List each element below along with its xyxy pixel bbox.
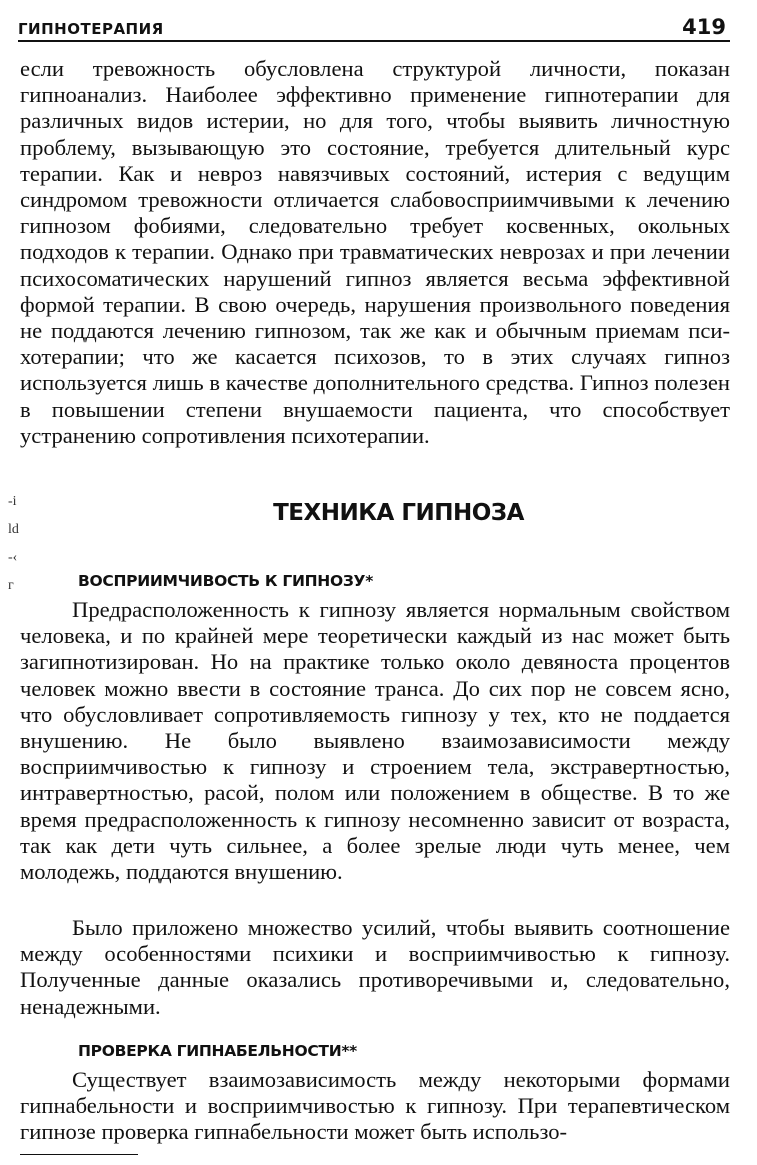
subheading-susceptibility: ВОСПРИИМЧИВОСТЬ К ГИПНОЗУ* — [78, 572, 374, 590]
margin-mark: -i — [8, 494, 17, 509]
margin-mark: г — [8, 578, 14, 593]
paragraph-4: Существует взаимозависимость между некоторыми формами гипнабельности и восприимчивостью к гипнозу. При терапевтическом гипнозе проверка гипнабельности может быть использо- — [20, 1067, 730, 1145]
section-title: ТЕХНИКА ГИПНОЗА — [273, 500, 524, 526]
footnote-divider — [20, 1154, 138, 1155]
margin-mark: -‹ — [8, 550, 18, 565]
page-number: 419 — [682, 15, 726, 39]
paragraph-1: если тревожность обусловлена структурой личности, показан гипноанализ. Наиболее эффективно применение гипнотерапии для различных видов истерии, но для того, чтобы выявить личностную проблему, вызывающую это состояние, требуется длительный курс терапии. Как и невроз навязчивых состояний, истерия с ведущим синдромом тревожности отличается слабовосприимчивыми к лечению гипнозом фобиями, следовательно требует косвенных, окольных подходов к терапии. Однако при травматических неврозах и при лечении психосоматических нарушений гипноз является весьма эффективной формой терапии. В свою очередь, нарушения произвольного поведения не поддаются лечению гипнозом, так же как и обычным приемам психотерапии; что же касается психозов, то в этих случаях гипноз используется лишь в качестве дополнительного средства. Гипноз полезен в повышении степени внушаемости пациента, что способствует устранению сопротивления психотерапии. — [20, 56, 730, 448]
running-title: ГИПНОТЕРАПИЯ — [18, 20, 164, 38]
subheading-hypnability-test: ПРОВЕРКА ГИПНАБЕЛЬНОСТИ** — [78, 1042, 357, 1060]
running-header — [18, 14, 730, 42]
paragraph-2: Предрасположенность к гипнозу является нормальным свойством человека, и по крайней мере теоретически каждый из нас может быть загипнотизирован. Но на практике только около девяноста процентов человек можно ввести в состояние транса. До сих пор не совсем ясно, что обусловливает сопротивляемость гипнозу у тех, кто не поддается внушению. Не было выявлено взаимозависимости между восприимчивостью к гипнозу и строением тела, экстравертностью, интравертностью, расой, полом или положением в обществе. В то же время предрасположенность к гипнозу несомненно зависит от возраста, так как дети чуть сильнее, а более зрелые люди чуть менее, чем молодежь, поддаются внушению. — [20, 597, 730, 885]
margin-mark: ld — [8, 522, 19, 537]
paragraph-3: Было приложено множество усилий, чтобы выявить соотношение между особенностями психики и восприимчивостью к гипнозу. Полученные данные оказались противоречивыми и, следовательно, ненадежными. — [20, 915, 730, 1019]
